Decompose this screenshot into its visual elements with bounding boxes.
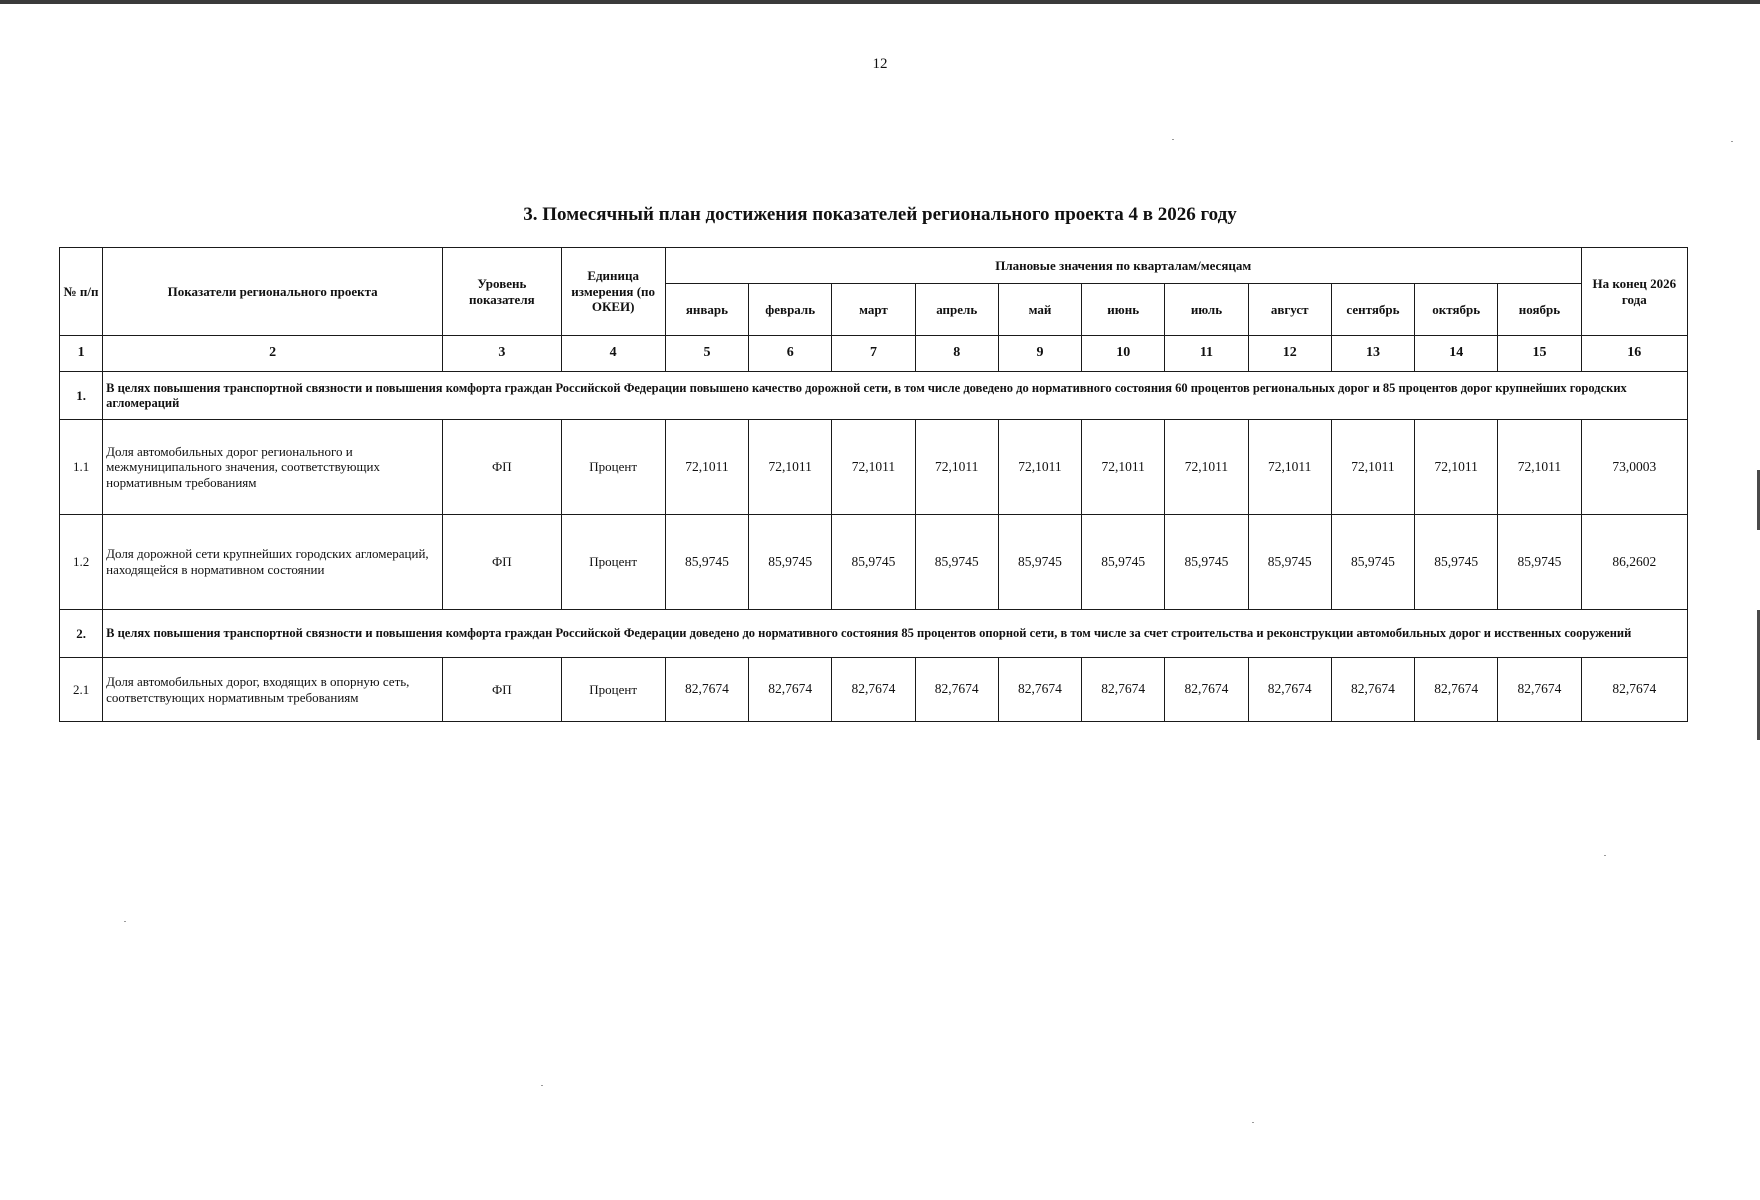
header-unit: Единица измерения (по ОКЕИ): [561, 248, 665, 336]
header-month: май: [998, 284, 1081, 336]
monthly-value: 85,9745: [1498, 515, 1581, 610]
column-number: 6: [749, 336, 832, 372]
goal-number: 1.: [60, 372, 103, 420]
page-title: 3. Помесячный план достижения показателей регионального проекта 4 в 2026 году: [523, 204, 1237, 225]
indicator-unit: Процент: [561, 515, 665, 610]
header-month: август: [1248, 284, 1331, 336]
scan-speck: [1731, 141, 1733, 142]
scan-speck: [124, 921, 126, 922]
monthly-value: 72,1011: [749, 420, 832, 515]
monthly-value: 82,7674: [1248, 658, 1331, 722]
monthly-value: 82,7674: [749, 658, 832, 722]
column-number: 14: [1415, 336, 1498, 372]
monthly-value: 85,9745: [832, 515, 915, 610]
header-month: сентябрь: [1331, 284, 1414, 336]
monthly-value: 72,1011: [1248, 420, 1331, 515]
column-number: 4: [561, 336, 665, 372]
indicator-unit: Процент: [561, 658, 665, 722]
goal-text: В целях повышения транспортной связности и повышения комфорта граждан Российской Федерации повышено качество дорожной сети, в том числе доведено до нормативного состояния 60 процентов региональных дорог и 85 процентов дорог крупнейших городских агломераций: [103, 372, 1688, 420]
year-end-value: 73,0003: [1581, 420, 1687, 515]
header-level: Уровень показателя: [443, 248, 561, 336]
year-end-value: 82,7674: [1581, 658, 1687, 722]
year-end-value: 86,2602: [1581, 515, 1687, 610]
column-number: 5: [665, 336, 748, 372]
column-number: 3: [443, 336, 561, 372]
column-number: 2: [103, 336, 443, 372]
column-number: 11: [1165, 336, 1248, 372]
column-number: 7: [832, 336, 915, 372]
header-month: январь: [665, 284, 748, 336]
column-number: 13: [1331, 336, 1414, 372]
monthly-value: 72,1011: [665, 420, 748, 515]
scan-speck: [1172, 139, 1174, 140]
column-number: 10: [1082, 336, 1165, 372]
header-year-end: На конец 2026 года: [1581, 248, 1687, 336]
column-number: 8: [915, 336, 998, 372]
header-num: № п/п: [60, 248, 103, 336]
scan-speck: [541, 1085, 543, 1086]
indicator-number: 2.1: [60, 658, 103, 722]
monthly-value: 85,9745: [915, 515, 998, 610]
monthly-value: 85,9745: [1165, 515, 1248, 610]
indicator-row: [60, 420, 1688, 515]
column-number: 12: [1248, 336, 1331, 372]
column-number: 1: [60, 336, 103, 372]
column-number: 16: [1581, 336, 1687, 372]
monthly-value: 72,1011: [1165, 420, 1248, 515]
goal-number: 2.: [60, 610, 103, 658]
scan-top-edge: [0, 0, 1760, 4]
header-indicator: Показатели регионального проекта: [103, 248, 443, 336]
monthly-value: 82,7674: [1331, 658, 1414, 722]
goal-row: [60, 372, 1688, 420]
header-month: июнь: [1082, 284, 1165, 336]
monthly-plan-table: [59, 247, 1688, 722]
page-number: 12: [872, 56, 888, 72]
indicator-level: ФП: [443, 515, 561, 610]
header-month: октябрь: [1415, 284, 1498, 336]
indicator-number: 1.1: [60, 420, 103, 515]
column-number: 15: [1498, 336, 1581, 372]
monthly-value: 72,1011: [998, 420, 1081, 515]
indicator-name: Доля дорожной сети крупнейших городских агломераций, находящейся в нормативном состоянии: [103, 515, 443, 610]
indicator-level: ФП: [443, 420, 561, 515]
column-number: 9: [998, 336, 1081, 372]
header-month: ноябрь: [1498, 284, 1581, 336]
header-plan-group: Плановые значения по кварталам/месяцам: [665, 248, 1581, 284]
monthly-value: 82,7674: [915, 658, 998, 722]
indicator-row: [60, 515, 1688, 610]
table-header-row: [60, 248, 1688, 284]
monthly-value: 85,9745: [1415, 515, 1498, 610]
monthly-value: 82,7674: [1498, 658, 1581, 722]
indicator-name: Доля автомобильных дорог, входящих в опорную сеть, соответствующих нормативным требованиям: [103, 658, 443, 722]
column-number-row: [60, 336, 1688, 372]
indicator-name: Доля автомобильных дорог регионального и межмуниципального значения, соответствующих нормативным требованиям: [103, 420, 443, 515]
monthly-value: 72,1011: [1331, 420, 1414, 515]
indicator-level: ФП: [443, 658, 561, 722]
monthly-value: 85,9745: [665, 515, 748, 610]
monthly-value: 82,7674: [665, 658, 748, 722]
monthly-value: 72,1011: [915, 420, 998, 515]
header-month: июль: [1165, 284, 1248, 336]
goal-text: В целях повышения транспортной связности и повышения комфорта граждан Российской Федерации доведено до нормативного состояния 85 процентов опорной сети, в том числе за счет строительства и реконструкции автомобильных дорог и исственных сооружений: [103, 610, 1688, 658]
monthly-value: 82,7674: [1165, 658, 1248, 722]
monthly-value: 85,9745: [1248, 515, 1331, 610]
monthly-value: 72,1011: [1498, 420, 1581, 515]
monthly-value: 85,9745: [749, 515, 832, 610]
header-month: февраль: [749, 284, 832, 336]
monthly-value: 72,1011: [1082, 420, 1165, 515]
scan-speck: [1252, 1122, 1254, 1123]
monthly-value: 82,7674: [1415, 658, 1498, 722]
monthly-value: 82,7674: [832, 658, 915, 722]
monthly-value: 82,7674: [998, 658, 1081, 722]
header-month: март: [832, 284, 915, 336]
monthly-value: 85,9745: [1082, 515, 1165, 610]
header-month: апрель: [915, 284, 998, 336]
monthly-value: 85,9745: [998, 515, 1081, 610]
scan-speck: [1604, 855, 1606, 856]
monthly-value: 72,1011: [1415, 420, 1498, 515]
goal-row: [60, 610, 1688, 658]
monthly-value: 72,1011: [832, 420, 915, 515]
monthly-value: 82,7674: [1082, 658, 1165, 722]
indicator-row: [60, 658, 1688, 722]
indicator-unit: Процент: [561, 420, 665, 515]
monthly-value: 85,9745: [1331, 515, 1414, 610]
indicator-number: 1.2: [60, 515, 103, 610]
